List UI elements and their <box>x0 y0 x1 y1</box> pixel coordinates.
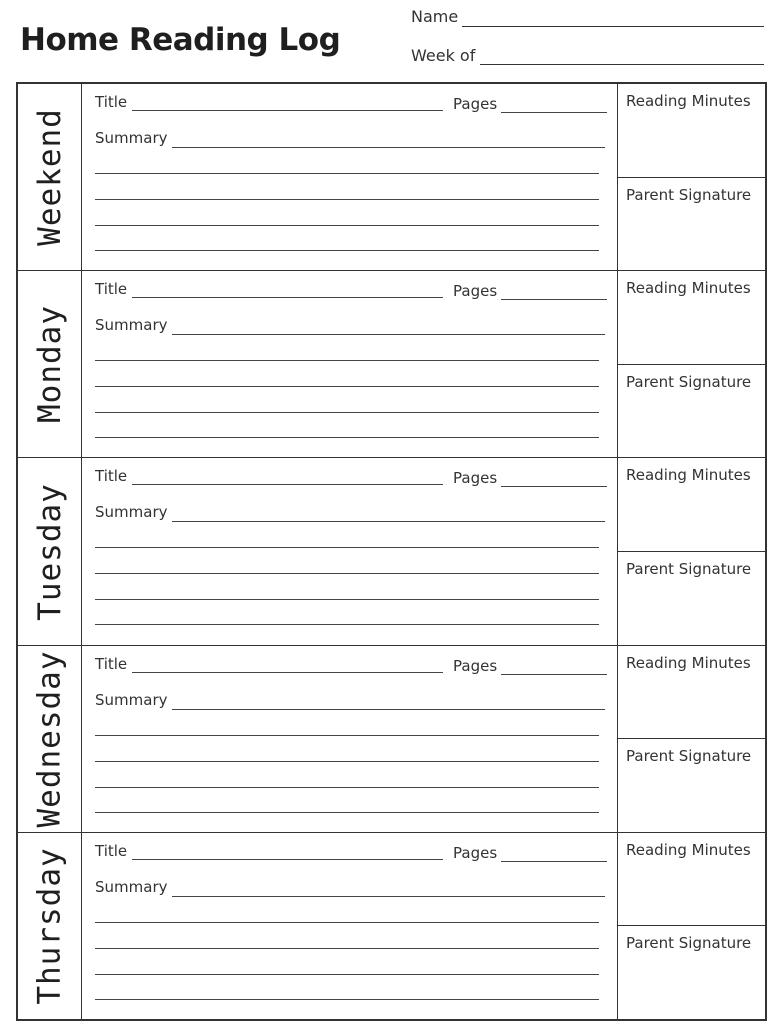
day-row-thursday <box>18 833 765 1019</box>
summary-line[interactable] <box>95 547 599 548</box>
side-cell <box>618 458 765 644</box>
day-row-weekend <box>18 84 765 271</box>
summary-label: Summary <box>95 690 168 709</box>
summary-line[interactable] <box>95 225 599 226</box>
title-label: Title <box>95 841 128 860</box>
reading-minutes-box[interactable]: Reading Minutes <box>618 458 765 552</box>
title-field[interactable] <box>132 672 443 673</box>
entry-cell <box>82 646 618 832</box>
reading-log-table <box>16 82 767 1021</box>
title-field[interactable] <box>132 297 443 298</box>
parent-signature-box[interactable]: Parent Signature <box>626 372 752 391</box>
pages-label: Pages <box>453 469 498 488</box>
pages-label: Pages <box>453 656 498 675</box>
summary-line[interactable] <box>95 173 599 174</box>
title-field[interactable] <box>132 110 443 111</box>
day-row-monday <box>18 271 765 458</box>
summary-line[interactable] <box>95 735 599 736</box>
pages-label: Pages <box>453 282 498 301</box>
day-label-cell <box>18 646 82 832</box>
summary-label: Summary <box>95 316 168 335</box>
side-cell <box>618 646 765 832</box>
day-label: Thursday <box>31 847 68 1005</box>
reading-minutes-box[interactable]: Reading Minutes <box>618 833 765 927</box>
summary-line[interactable] <box>95 199 599 200</box>
name-label: Name <box>411 7 459 26</box>
title-label: Title <box>95 654 128 673</box>
summary-line[interactable] <box>95 922 599 923</box>
name-field[interactable] <box>462 26 764 27</box>
summary-line[interactable] <box>95 412 599 413</box>
summary-line[interactable] <box>95 787 599 788</box>
parent-signature-box[interactable]: Parent Signature <box>626 560 752 579</box>
summary-field[interactable] <box>172 147 605 148</box>
entry-cell <box>82 833 618 1019</box>
pages-label: Pages <box>453 95 498 113</box>
pages-label: Pages <box>453 843 498 862</box>
summary-line[interactable] <box>95 437 599 438</box>
day-label: Weekend <box>31 108 68 246</box>
title-label: Title <box>95 93 128 111</box>
summary-field[interactable] <box>172 521 605 522</box>
summary-field[interactable] <box>172 896 605 897</box>
day-label-cell <box>18 271 82 457</box>
pages-field[interactable] <box>501 299 607 300</box>
week-of-field[interactable] <box>480 64 764 65</box>
entry-cell <box>82 458 618 644</box>
week-of-label: Week of <box>411 46 476 65</box>
day-label-cell <box>18 84 82 270</box>
pages-field[interactable] <box>501 861 607 862</box>
day-label: Monday <box>31 305 68 424</box>
day-label: Tuesday <box>31 482 68 621</box>
summary-line[interactable] <box>95 360 599 361</box>
title-field[interactable] <box>132 484 443 485</box>
side-cell <box>618 271 765 457</box>
day-row-tuesday <box>18 458 765 645</box>
summary-label: Summary <box>95 129 168 147</box>
pages-field[interactable] <box>501 674 607 675</box>
summary-field[interactable] <box>172 334 605 335</box>
summary-line[interactable] <box>95 948 599 949</box>
title-label: Title <box>95 467 128 486</box>
reading-minutes-box[interactable]: Reading Minutes <box>618 646 765 740</box>
entry-cell <box>82 84 618 270</box>
page-title: Home Reading Log <box>20 22 341 58</box>
parent-signature-box[interactable]: Parent Signature <box>626 747 752 766</box>
side-cell <box>618 833 765 1019</box>
title-label: Title <box>95 280 128 299</box>
summary-line[interactable] <box>95 250 599 251</box>
summary-line[interactable] <box>95 974 599 975</box>
pages-field[interactable] <box>501 486 607 487</box>
reading-minutes-box[interactable]: Reading Minutes <box>618 271 765 365</box>
summary-line[interactable] <box>95 624 599 625</box>
title-field[interactable] <box>132 859 443 860</box>
side-cell <box>618 84 765 270</box>
pages-field[interactable] <box>501 112 607 113</box>
parent-signature-box[interactable]: Parent Signature <box>626 934 752 953</box>
summary-field[interactable] <box>172 709 605 710</box>
summary-line[interactable] <box>95 761 599 762</box>
entry-cell <box>82 271 618 457</box>
reading-minutes-box[interactable]: Reading Minutes <box>618 84 765 178</box>
day-row-wednesday <box>18 646 765 833</box>
summary-line[interactable] <box>95 999 599 1000</box>
day-label-cell <box>18 458 82 644</box>
day-label-cell <box>18 833 82 1019</box>
summary-line[interactable] <box>95 599 599 600</box>
summary-line[interactable] <box>95 812 599 813</box>
summary-line[interactable] <box>95 573 599 574</box>
day-label: Wednesday <box>31 650 68 828</box>
summary-label: Summary <box>95 503 168 522</box>
summary-line[interactable] <box>95 386 599 387</box>
parent-signature-box[interactable]: Parent Signature <box>626 185 752 204</box>
summary-label: Summary <box>95 877 168 896</box>
